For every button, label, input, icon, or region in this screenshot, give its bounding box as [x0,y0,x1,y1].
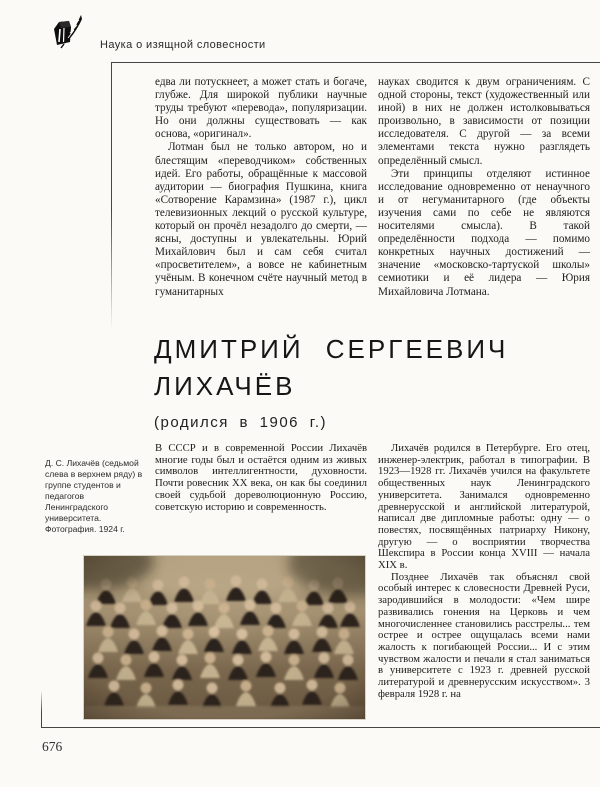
body-paragraph: науках сводится к двум ограничениям. С одной стороны, текст (художественный или иной) в них не должен истолковываться произвольно, в зависимости от позиции исследователя. С другой — за всеми элементами текста нужно разглядеть определённый смысл. [378,76,590,167]
body-paragraph: едва ли потускнеет, а может стать и богаче, глубже. Для широкой публики научные труды требуют «перевода», популяризации. Но они должны существовать — как основа, «оригинал». [155,76,367,141]
article-title-line-1: ДМИТРИЙ СЕРГЕЕВИЧ [154,334,509,364]
body-paragraph: Лотман был не только автором, но и блестящим «переводчиком» собственных идей. Его работы, обращённые к массовой аудитории — биография Пушкина, книга «Сотворение Карамзина» (1987 г.), цикл телевизионных лекций о русской культуре, который он прочёл незадолго до смерти, — ясны, доступны и увлекательны. Юрий Михайлович был и сам себя считал «просветителем», а вовсе не кабинетным учёным. В конечном счёте научный метод в гуманитарных [155,141,367,298]
section-header: Наука о изящной словесности [100,39,266,51]
article-heading [154,331,508,431]
body-paragraph: Эти принципы отделяют истинное исследование одновременно от ненаучного и от негуманитарного (где объекты изучения сами по себе не являются носителями смысла). В такой определённости подхода — помимо конкретных научных достижений — значение «московско-тартуской школы» семиотики и её лидера — Юрия Михайловича Лотмана. [378,167,590,298]
frame-rule-bottom [41,727,600,728]
lotman-left-column [155,76,367,299]
group-photo [84,556,365,719]
lotman-right-column [378,76,590,299]
frame-rule-left-bottom [41,690,42,727]
likhachev-right-column [378,443,590,700]
inkwell-quill-icon [48,14,84,52]
body-paragraph: Лихачёв родился в Петербурге. Его отец, инженер-электрик, работал в типографии. В 1923—1928 гг. Лихачёв учился на факультете общественных наук Ленинградского университета. Занимался одновременно древнерусской и английской литературой, написал две дипломные работы: одну — о повестях, посвящённых патриарху Никону, другую — о восприятии творчества Шекспира в России конца XVIII — начала XIX в. [378,442,590,572]
frame-rule-left-top [111,62,112,330]
photo-caption: Д. С. Лихачёв (седьмой слева в верхнем ряду) в группе студентов и педагогов Ленинградского университета. Фотография. 1924 г. [45,458,143,534]
article-title-line-2: ЛИХАЧЁВ [154,371,296,401]
likhachev-left-column [155,443,367,513]
frame-rule-top [111,62,600,63]
body-paragraph: В СССР и в современной России Лихачёв многие годы был и остаётся одним из живых символов интеллигентности, духовности. Почти ровесник XX века, он как бы соединил своей судьбой дореволюционную Россию, советскую историю и современность. [155,442,367,513]
body-paragraph: Позднее Лихачёв так объяснял свой особый интерес к словесности Древней Руси, зародившийся в молодости: «Чем шире развивались гонения на Церковь и чем многочисленнее становились расстрелы... тем острее и острее ощущалась всеми нами жалость к погибающей России... И с этим чувством жалости и печали я стал заниматься в университете с 1923 г. древней русской литературой и древнерусским искусством». 3 февраля 1928 г. на [378,570,590,700]
page-number: 676 [42,739,63,754]
article-subtitle: (родился в 1906 г.) [154,414,327,431]
